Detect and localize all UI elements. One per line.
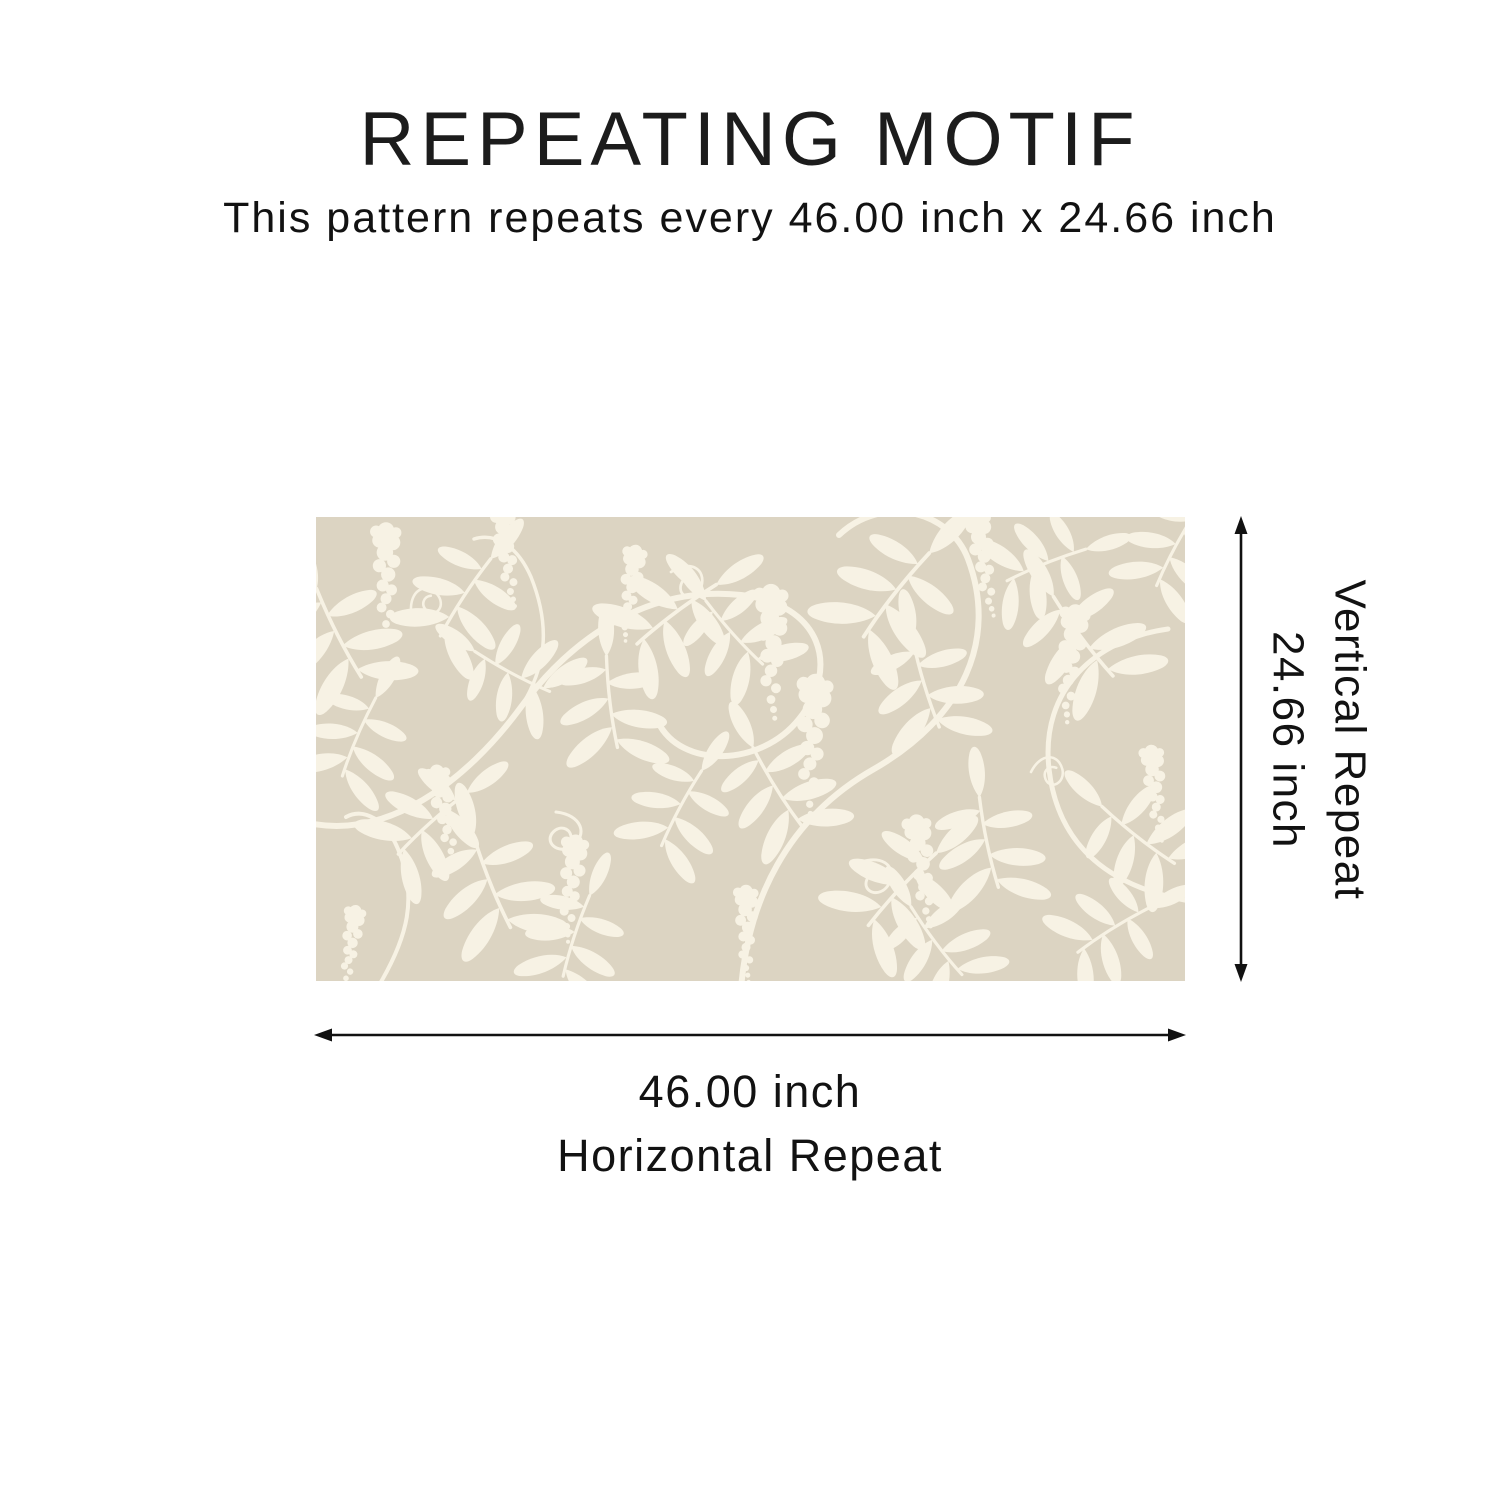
vertical-repeat-value: 24.66 inch bbox=[1263, 630, 1312, 850]
vertical-dimension-arrow bbox=[1228, 515, 1254, 983]
horizontal-repeat-value: 46.00 inch bbox=[638, 1066, 862, 1117]
vertical-dimension-label bbox=[1256, 580, 1381, 901]
page-title: REPEATING MOTIF bbox=[359, 97, 1141, 182]
vertical-repeat-label: Vertical Repeat bbox=[1325, 579, 1375, 901]
pattern-swatch bbox=[316, 517, 1185, 981]
horizontal-dimension-label bbox=[557, 1060, 943, 1188]
page-subtitle: This pattern repeats every 46.00 inch x 24.66 inch bbox=[223, 194, 1277, 242]
horizontal-dimension-arrow bbox=[313, 1022, 1187, 1048]
horizontal-repeat-label: Horizontal Repeat bbox=[557, 1129, 943, 1181]
wisteria-pattern-graphic bbox=[316, 517, 1185, 981]
